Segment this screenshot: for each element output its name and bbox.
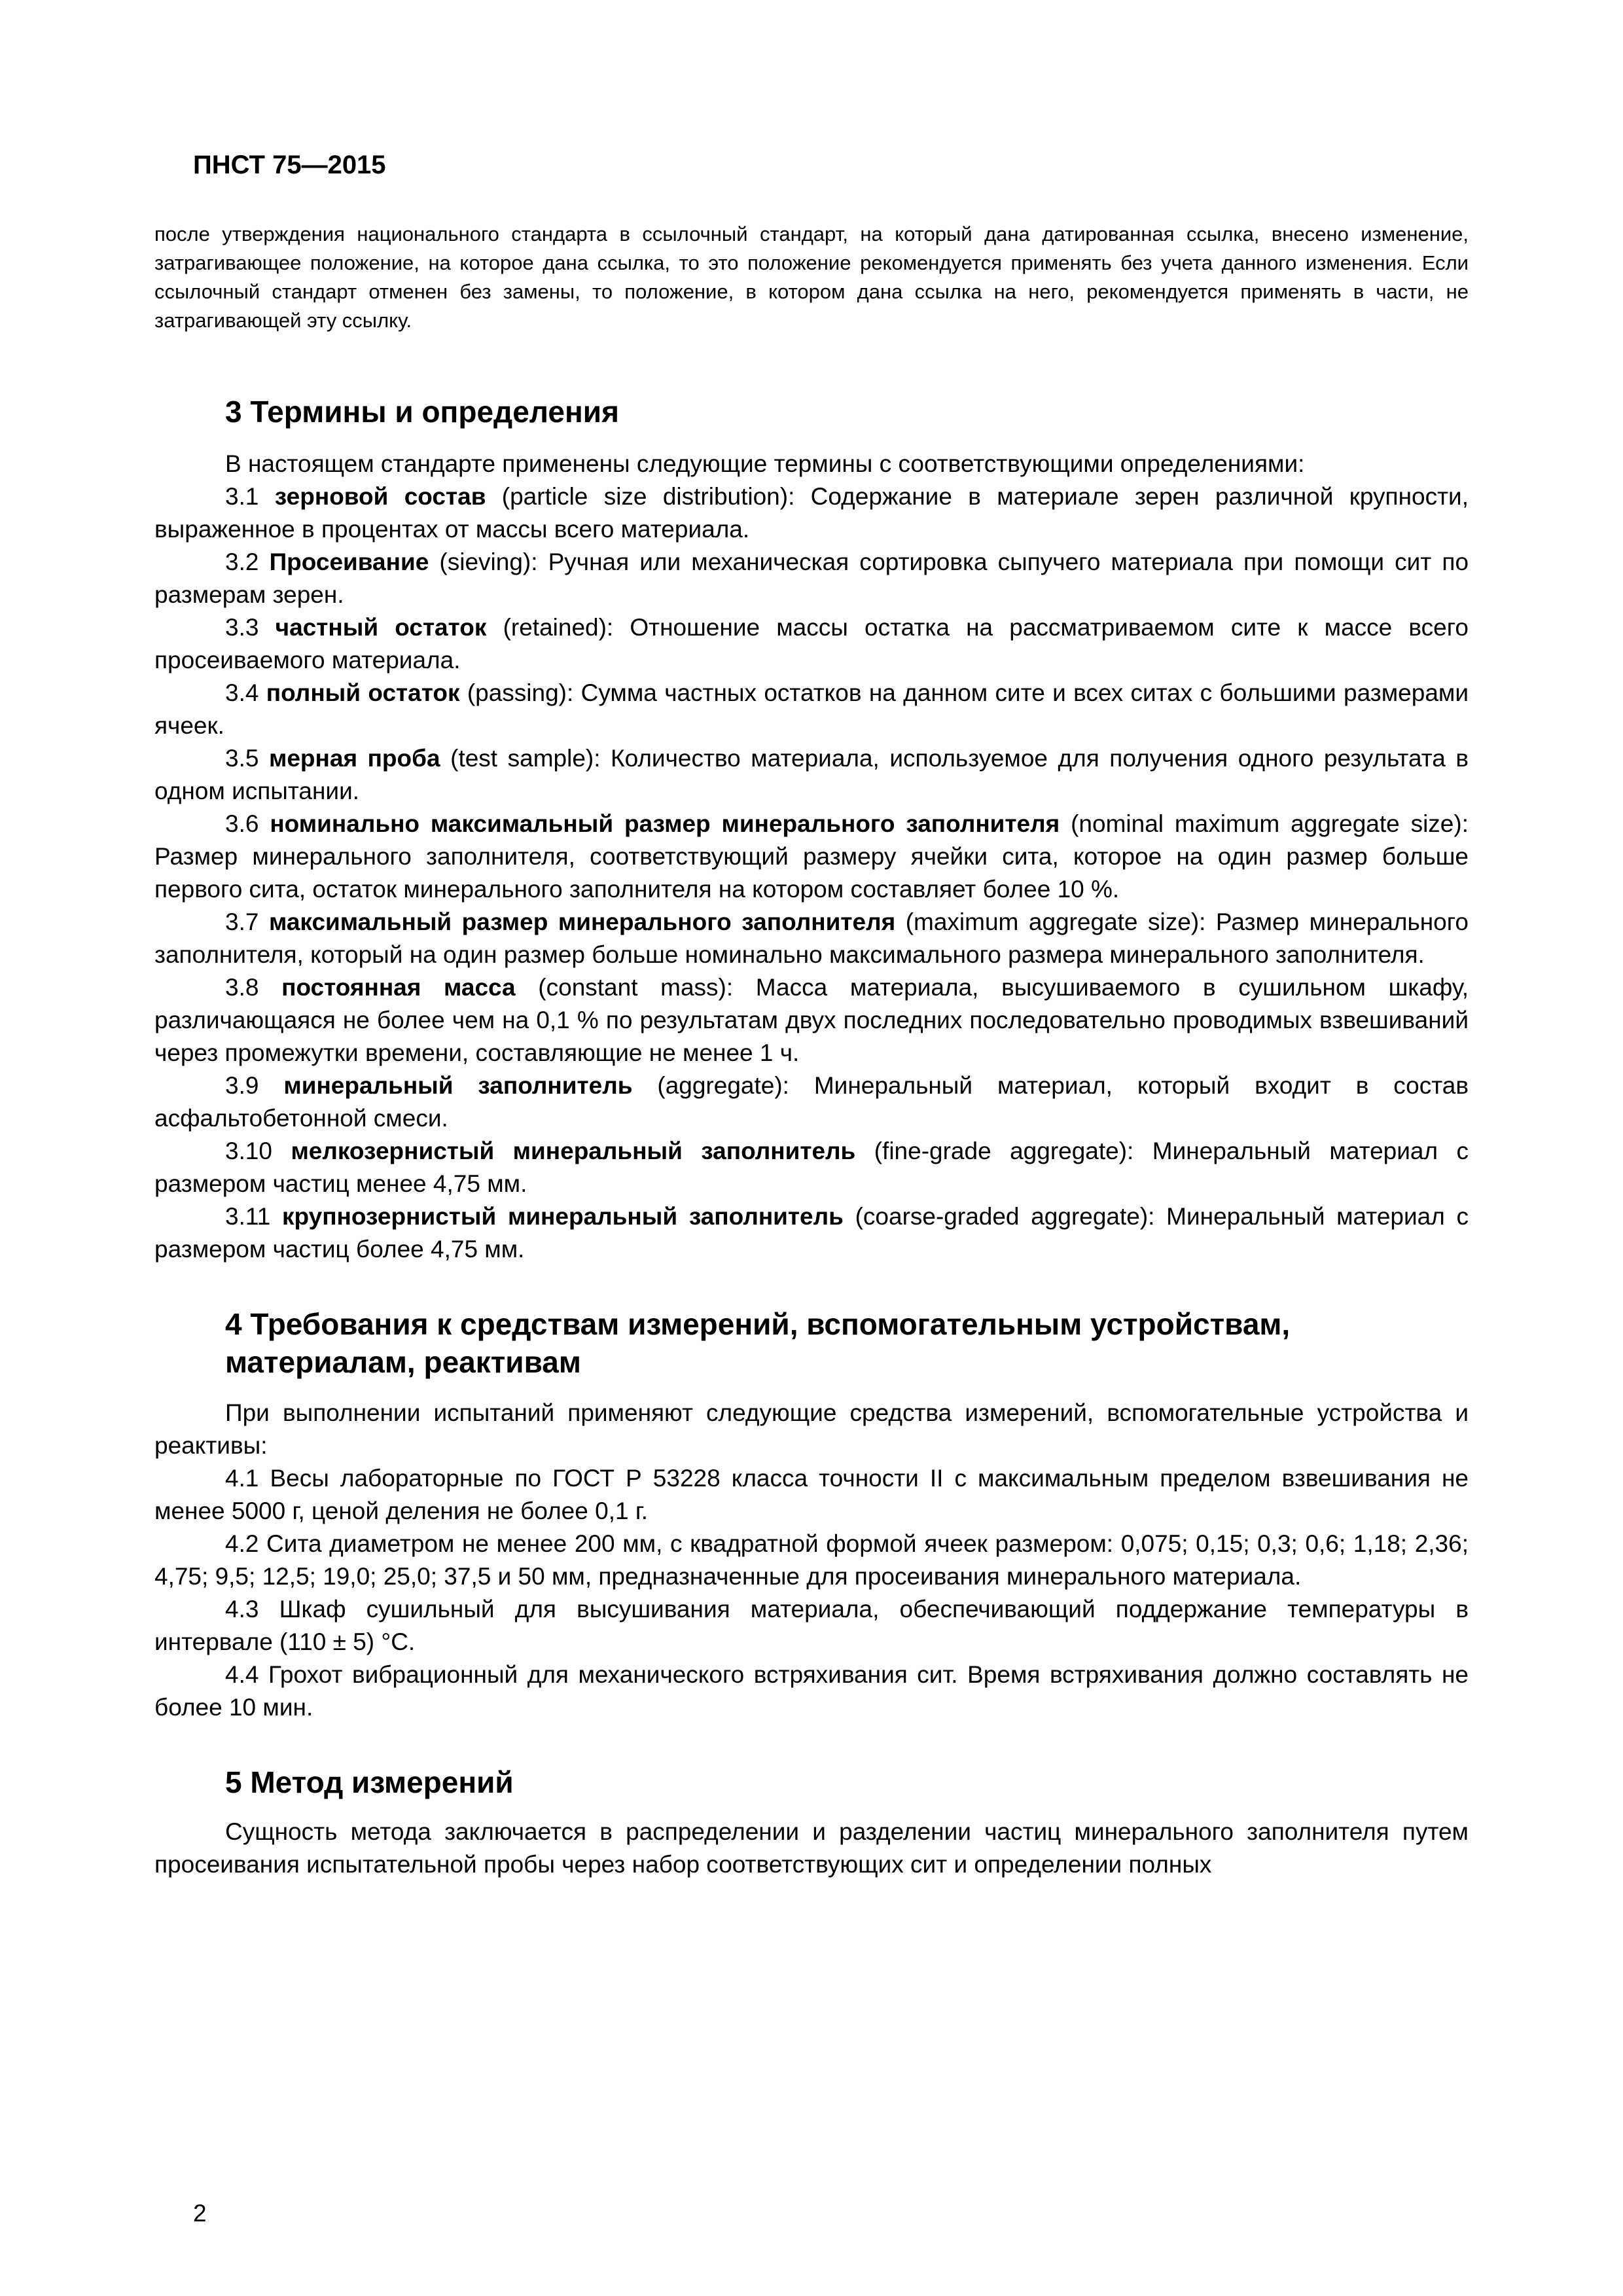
page-number: 2 [193, 2200, 207, 2227]
term-definition: (aggregate): Минеральный материал, который входит в состав асфальтобетонной смеси. [154, 1072, 1469, 1132]
term-definition: (retained): Отношение массы остатка на рассматриваемом сите к массе всего просеиваемого материала. [154, 614, 1469, 673]
term-3-5 [154, 742, 1469, 808]
term-name: полный остаток [266, 679, 460, 706]
term-name: мелкозернистый минеральный заполнитель [291, 1138, 856, 1164]
term-definition: (constant mass): Масса материала, высушиваемого в сушильном шкафу, различающаяся не более чем на 0,1 % по результатам двух последних последовательно проводимых взвешиваний через промежутки времени, составляющие не менее 1 ч. [154, 974, 1469, 1066]
term-definition: (nominal maximum aggregate size): Размер минерального заполнителя, соответствующий размеру ячейки сита, которое на один размер больше первого сита, остаток минерального заполнителя на котором составляет более 10 %. [154, 810, 1469, 903]
term-name: зерновой состав [274, 483, 486, 510]
term-3-8 [154, 971, 1469, 1069]
term-number: 3.6 [225, 810, 259, 837]
term-number: 3.4 [225, 679, 259, 706]
term-3-6 [154, 808, 1469, 906]
term-number: 3.2 [225, 548, 259, 575]
term-3-4 [154, 677, 1469, 742]
term-name: максимальный размер минерального заполнителя [268, 908, 896, 935]
term-name: постоянная масса [281, 974, 516, 1001]
term-3-3 [154, 611, 1469, 677]
term-number: 3.11 [225, 1203, 271, 1230]
section-4-intro: При выполнении испытаний применяют следующие средства измерений, вспомогательные устройства и реактивы: [154, 1399, 1469, 1459]
term-3-9 [154, 1069, 1469, 1135]
term-3-7 [154, 906, 1469, 971]
section-3-intro: В настоящем стандарте применены следующие термины с соответствующими определениями: [225, 450, 1305, 477]
item-4-1: 4.1 Весы лабораторные по ГОСТ Р 53228 класса точности II с максимальным пределом взвешивания не менее 5000 г, ценой деления не более 0,1 г. [154, 1465, 1469, 1524]
term-definition: (fine-grade aggregate): Минеральный материал с размером частиц менее 4,75 мм. [154, 1138, 1469, 1197]
term-number: 3.9 [225, 1072, 259, 1099]
item-4-2: 4.2 Сита диаметром не менее 200 мм, с квадратной формой ячеек размером: 0,075; 0,15; 0,3; 0,6; 1,18; 2,36; 4,75; 9,5; 12,5; 19,0; 25,0; 37,5 и 50 мм, предназначенные для просеивания минерального материала. [154, 1530, 1469, 1590]
term-3-10 [154, 1135, 1469, 1200]
term-3-2 [154, 546, 1469, 611]
intro-paragraph: после утверждения национального стандарта в ссылочный стандарт, на который дана датированная ссылка, внесено изменение, затрагивающее положение, на которое дана ссылка, то это положение рекомендуется применять без учета данного изменения. Если ссылочный стандарт отменен без замены, то положение, в котором дана ссылка на него, рекомендуется применять в части, не затрагивающей эту ссылку. [154, 223, 1469, 332]
item-4-4: 4.4 Грохот вибрационный для механического встряхивания сит. Время встряхивания должно составлять не более 10 мин. [154, 1661, 1469, 1721]
document-body [154, 393, 1469, 1881]
term-definition: (particle size distribution): Содержание в материале зерен различной крупности, выраженное в процентах от массы всего материала. [154, 483, 1469, 543]
term-name: частный остаток [275, 614, 487, 641]
term-number: 3.8 [225, 974, 259, 1001]
term-name: номинально максимальный размер минерального заполнителя [270, 810, 1060, 837]
document-code: ПНСТ 75—2015 [193, 151, 386, 179]
term-definition: (test sample): Количество материала, используемое для получения одного результата в одном испытании. [154, 745, 1469, 804]
term-name: минеральный заполнитель [283, 1072, 633, 1099]
item-4-3: 4.3 Шкаф сушильный для высушивания материала, обеспечивающий поддержание температуры в интервале (110 ± 5) °С. [154, 1596, 1469, 1655]
term-number: 3.5 [225, 745, 259, 772]
term-3-1 [154, 480, 1469, 546]
term-3-11 [154, 1200, 1469, 1266]
term-definition: (sieving): Ручная или механическая сортировка сыпучего материала при помощи сит по размерам зерен. [154, 548, 1469, 608]
term-number: 3.1 [225, 483, 259, 510]
term-definition: (maximum aggregate size): Размер минерального заполнителя, который на один размер больше номинально максимального размера минерального заполнителя. [154, 908, 1469, 968]
term-definition: (coarse-graded aggregate): Минеральный материал с размером частиц более 4,75 мм. [154, 1203, 1469, 1263]
term-definition: (passing): Сумма частных остатков на данном сите и всех ситах с большими размерами ячеек. [154, 679, 1469, 739]
term-number: 3.7 [225, 908, 259, 935]
section-5-text: Сущность метода заключается в распределении и разделении частиц минерального заполнителя путем просеивания испытательной пробы через набор соответствующих сит и определении полных [154, 1818, 1469, 1878]
term-number: 3.3 [225, 614, 259, 641]
section-5-title: 5 Метод измерений [225, 1765, 514, 1799]
term-name: крупнозернистый минеральный заполнитель [282, 1203, 844, 1230]
term-name: мерная проба [268, 745, 440, 772]
term-name: Просеивание [269, 548, 429, 575]
section-3-title: 3 Термины и определения [225, 395, 619, 429]
term-number: 3.10 [225, 1138, 273, 1164]
section-4-title: 4 Требования к средствам измерений, вспомогательным устройствам, материалам, реактивам [225, 1307, 1291, 1379]
